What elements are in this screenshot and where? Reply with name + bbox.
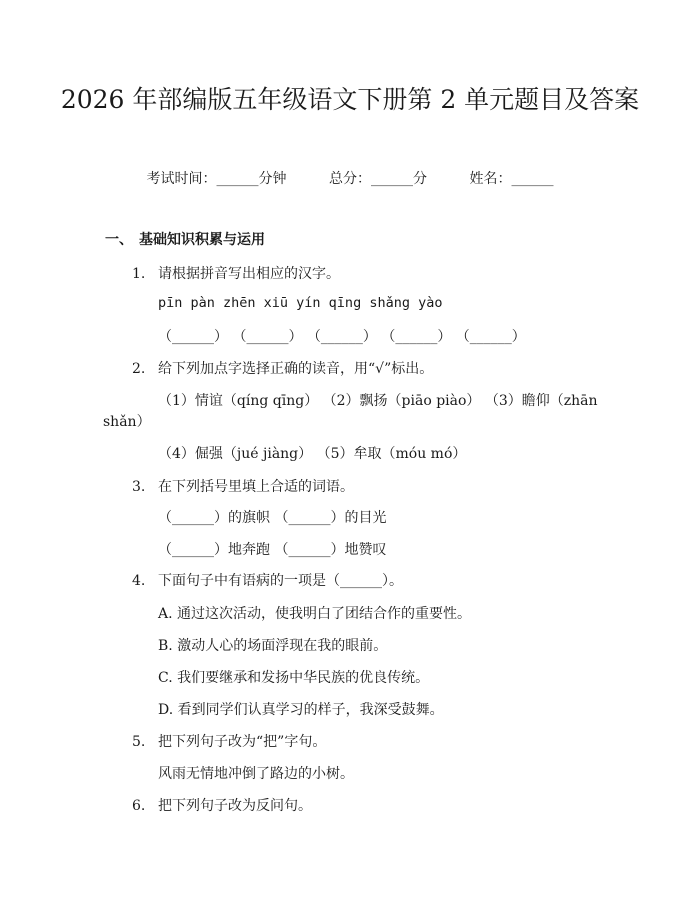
exam-meta [0, 168, 700, 188]
option-c: C. 我们要继承和发扬中华民族的优良传统。 [158, 670, 430, 686]
reading-options-line-2: （4）倔强（jué jiàng） （5）牟取（móu mó） [158, 446, 467, 462]
question-4 [132, 570, 403, 590]
question-6 [132, 795, 312, 815]
question-number: 5. [132, 734, 146, 750]
question-text: 给下列加点字选择正确的读音，用“√”标出。 [158, 361, 434, 377]
question-text: 把下列句子改为“把”字句。 [158, 734, 327, 750]
pinyin-line: pīn pàn zhēn xiū yín qīng shǎng yào [158, 295, 443, 311]
question-3 [132, 476, 354, 496]
option-b: B. 激动人心的场面浮现在我的眼前。 [158, 638, 388, 654]
question-text: 把下列句子改为反问句。 [158, 798, 312, 814]
exam-time: 考试时间：______分钟 [146, 171, 287, 187]
question-number: 2. [132, 361, 146, 377]
section-number: 一、 [105, 232, 133, 248]
student-name: 姓名：______ [469, 171, 554, 187]
exam-score: 总分：______分 [329, 171, 427, 187]
source-sentence: 风雨无情地冲倒了路边的小树。 [158, 766, 354, 782]
reading-options-line-1-wrap: shǎn） [103, 414, 151, 430]
option-d: D. 看到同学们认真学习的样子，我深受鼓舞。 [158, 702, 444, 718]
question-text: 下面句子中有语病的一项是（______）。 [158, 573, 403, 589]
section-heading [105, 229, 265, 249]
question-text: 请根据拼音写出相应的汉字。 [158, 266, 340, 282]
page-title: 2026 年部编版五年级语文下册第 2 单元题目及答案 [60, 85, 640, 114]
section-label: 基础知识积累与运用 [139, 232, 265, 248]
question-number: 4. [132, 573, 146, 589]
fill-line-2: （______）地奔跑 （______）地赞叹 [158, 542, 387, 558]
fill-line-1: （______）的旗帜 （______）的目光 [158, 510, 387, 526]
reading-options-line-1: （1）情谊（qíng qīng） （2）飘扬（piāo piào） （3）瞻仰（zhān [158, 393, 598, 409]
question-number: 3. [132, 479, 146, 495]
question-number: 1. [132, 266, 146, 282]
question-5 [132, 731, 326, 751]
question-text: 在下列括号里填上合适的词语。 [158, 479, 354, 495]
question-1 [132, 263, 340, 283]
answer-blanks: （______） （______） （______） （______） （______） [158, 329, 526, 345]
question-number: 6. [132, 798, 146, 814]
question-2 [132, 358, 433, 378]
option-a: A. 通过这次活动，使我明白了团结合作的重要性。 [158, 606, 472, 622]
